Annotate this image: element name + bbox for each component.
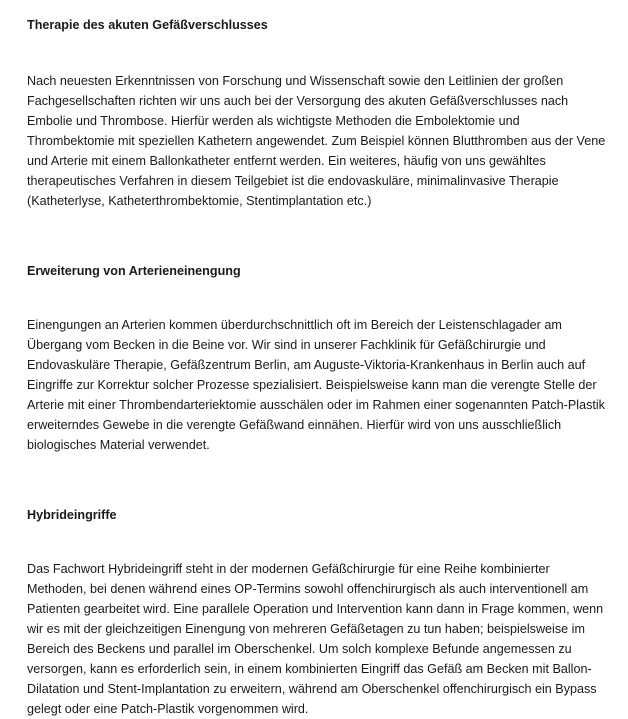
paragraph-hybrideingriffe: Das Fachwort Hybrideingriff steht in der modernen Gefäßchirurgie für eine Reihe kombinierter Methoden, bei denen während eines OP-Termins sowohl offenchirurgisch als auch interventionell am Patienten gearbeitet wird. Eine parallele Operation und Intervention kann dann in Frage kommen, wenn wir es mit der gleichzeitigen Einengung von mehreren Gefäßetagen zu tun haben; beispielsweise im Bereich des Beckens und parallel im Oberschenkel. Um solch komplexe Befunde angemessen zu versorgen, kann es erforderlich sein, in einem kombinierten Eingriff das Gefäß am Becken mit Ballon-Dilatation und Stent-Implantation zu erweitern, während am Oberschenkel offenchirurgisch ein Bypass gelegt oder eine Patch-Plastik vorgenommen wird. bbox=[27, 562, 604, 716]
heading-akuter-gefaessverschluss: Therapie des akuten Gefäßverschlusses bbox=[27, 18, 268, 32]
paragraph-arterieneinengung: Einengungen an Arterien kommen überdurchschnittlich oft im Bereich der Leistenschlagader am Übergang vom Becken in die Beine vor. Wir sind in unserer Fachklinik für Gefäßchirurgie und Endovaskuläre Therapie, Gefäßzentrum Berlin, am Auguste-Viktoria-Krankenhaus in Berlin auch auf Eingriffe zur Korrektur solcher Prozesse spezialisiert. Beispielsweise kann man die verengte Stelle der Arterie mit einer Thrombendarteriektomie ausschälen oder im Rahmen einer sogenannten Patch-Plastik erweiterndes Gewebe in die verengte Gefäßwand einnähen. Hierfür wird von uns ausschließlich biologisches Material verwendet. bbox=[27, 318, 605, 452]
heading-hybrideingriffe: Hybrideingriffe bbox=[27, 508, 117, 522]
paragraph-akuter-gefaessverschluss: Nach neuesten Erkenntnissen von Forschung und Wissenschaft sowie den Leitlinien der großen Fachgesellschaften richten wir uns auch bei der Versorgung des akuten Gefäßverschlusses nach Embolie und Thrombose. Hierfür werden als wichtigste Methoden die Embolektomie und Thrombektomie mit speziellen Kathetern angewendet. Zum Beispiel können Blutthromben aus der Vene und Arterie mit einem Ballonkatheter entfernt werden. Ein weiteres, häufig von uns gewähltes therapeutisches Verfahren in diesem Teilgebiet ist die endovaskuläre, minimalinvasive Therapie (Katheterlyse, Katheterthrombektomie, Stentimplantation etc.) bbox=[27, 74, 606, 208]
heading-arterieneinengung: Erweiterung von Arterieneinengung bbox=[27, 264, 241, 278]
document-page bbox=[27, 10, 607, 719]
